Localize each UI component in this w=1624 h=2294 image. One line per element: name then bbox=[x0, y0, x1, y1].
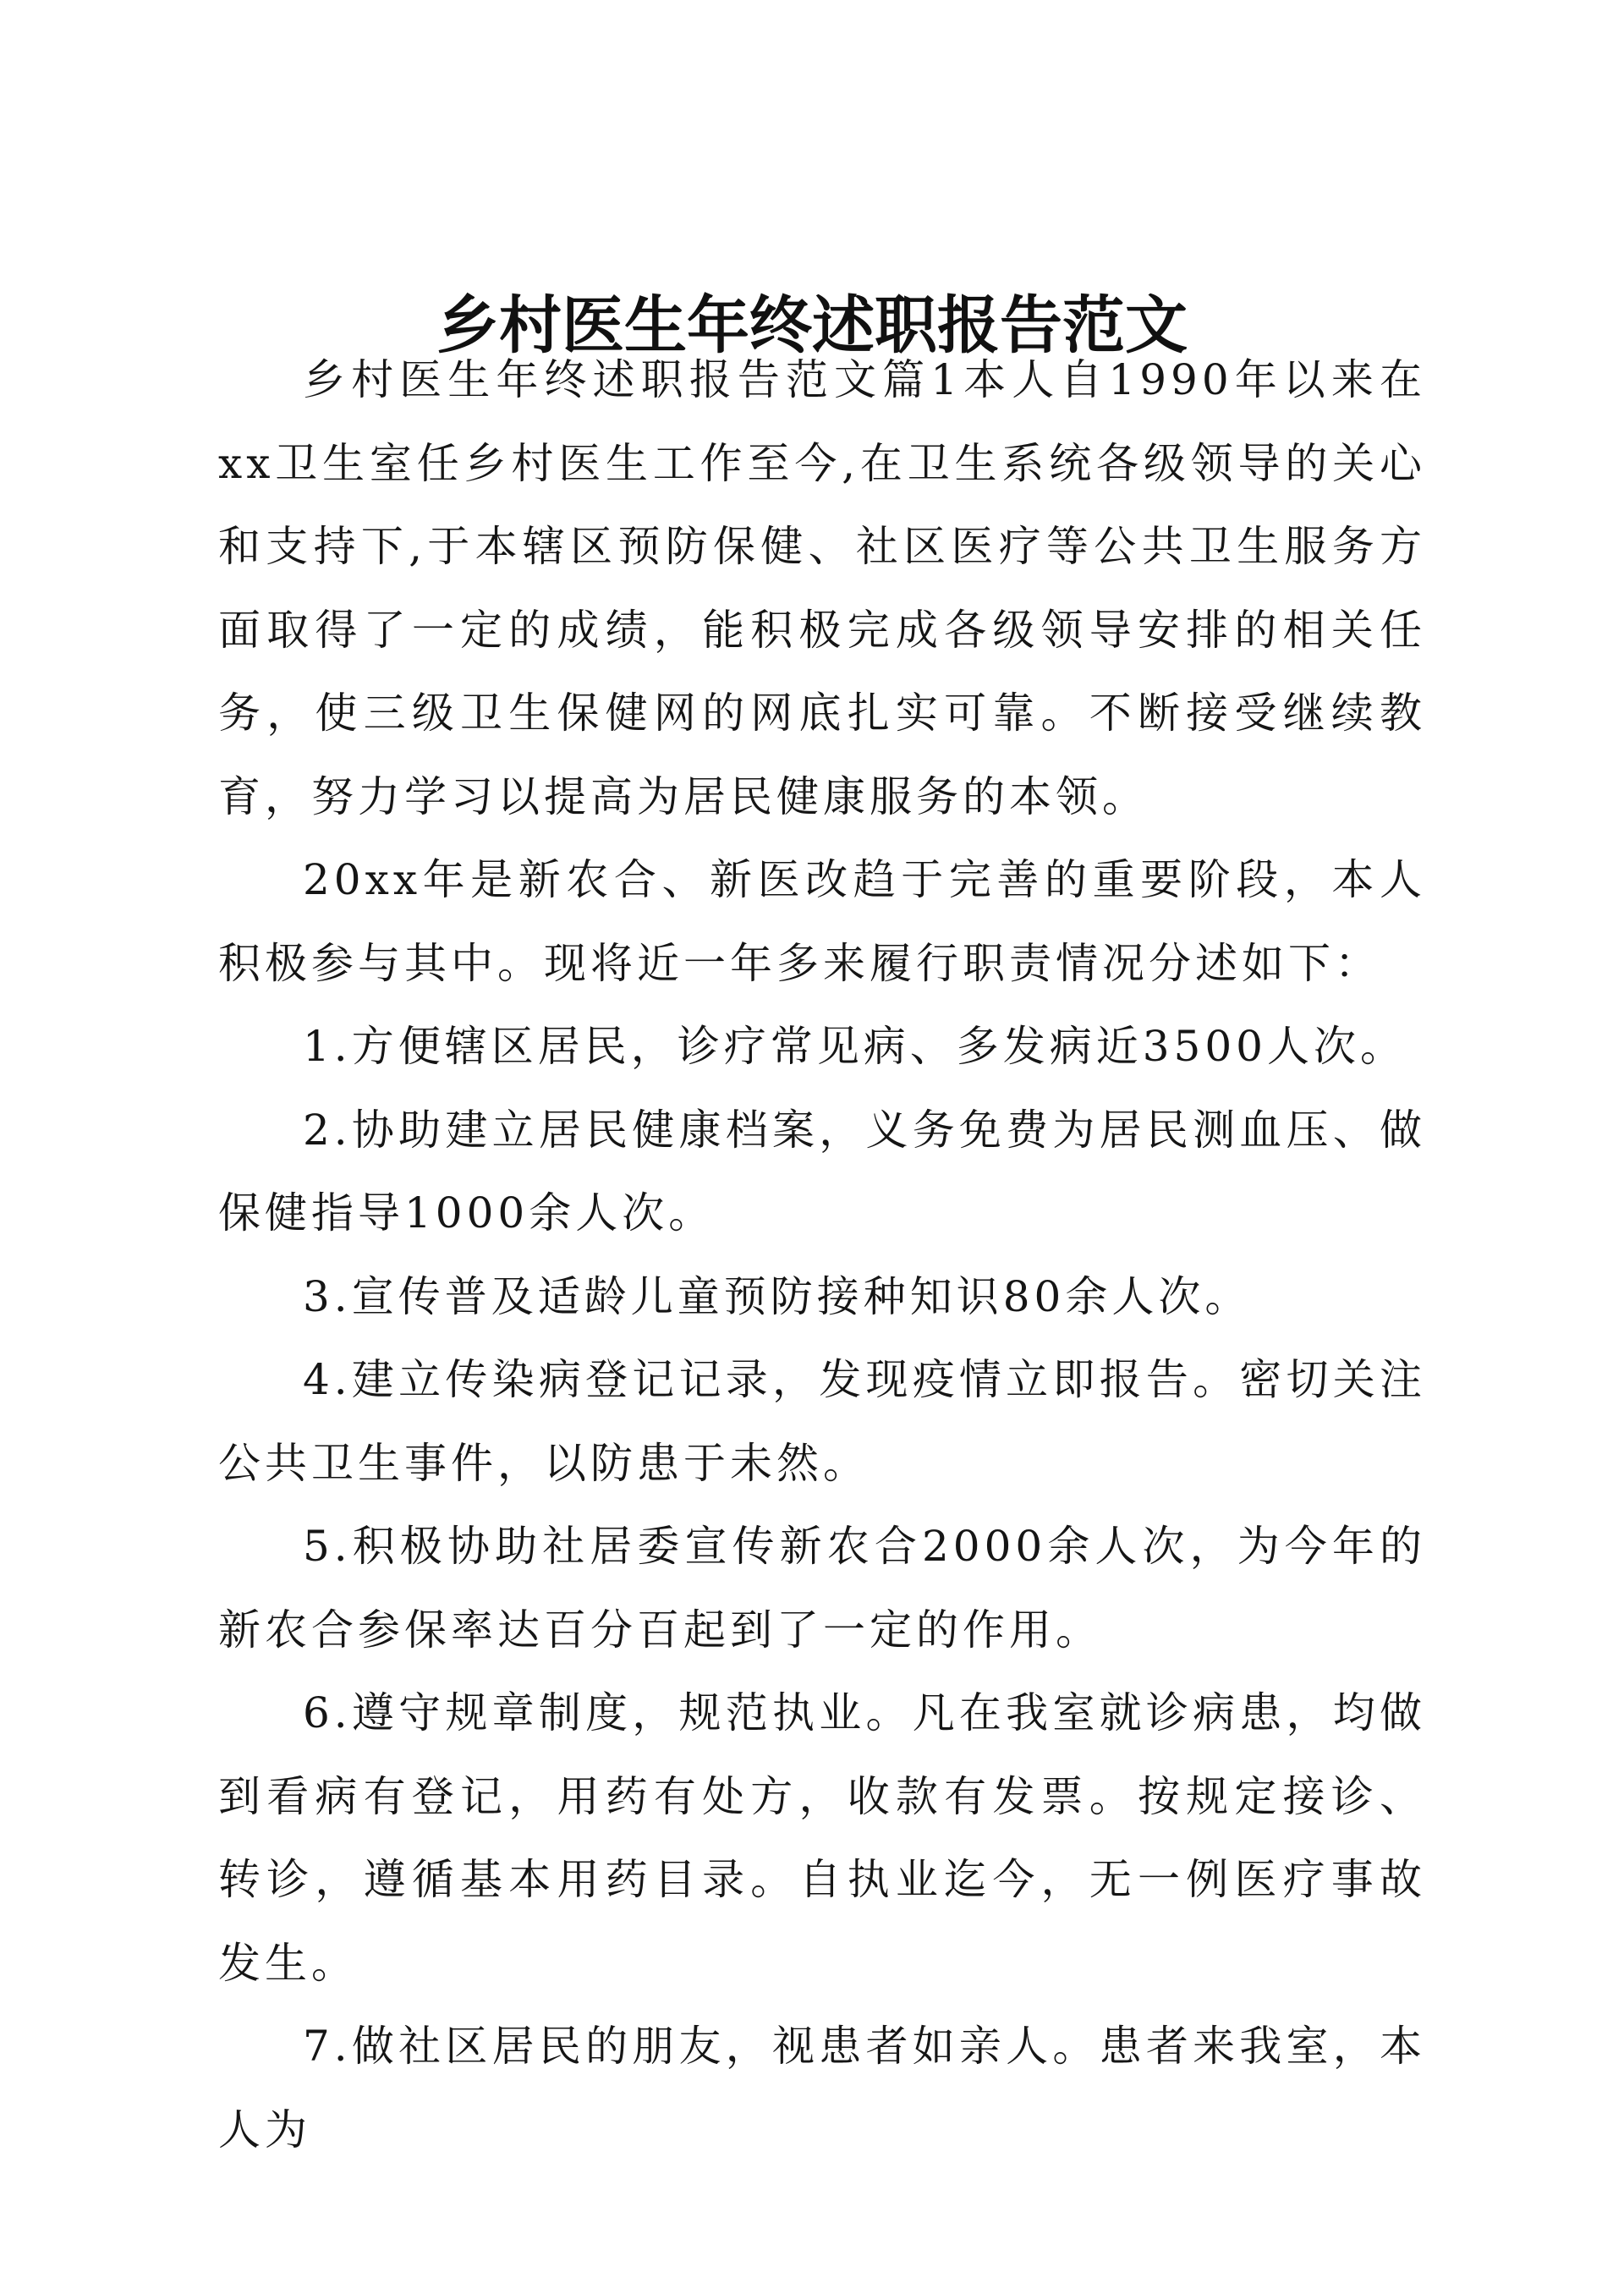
paragraph-item-6: 6.遵守规章制度，规范执业。凡在我室就诊病患，均做到看病有登记，用药有处方，收款有发票。按规定接诊、转诊，遵循基本用药目录。自执业迄今，无一例医疗事故发生。 bbox=[218, 1688, 1426, 1988]
paragraph-item-4: 4.建立传染病登记记录，发现疫情立即报告。密切关注公共卫生事件，以防患于未然。 bbox=[218, 1355, 1426, 1488]
paragraph-item-3: 3.宣传普及适龄儿童预防接种知识80余人次。 bbox=[303, 1271, 1252, 1321]
paragraph-item-7: 7.做社区居民的朋友，视患者如亲人。患者来我室，本人为 bbox=[218, 2022, 1426, 2154]
paragraph-overview: 20xx年是新农合、新医改趋于完善的重要阶段，本人积极参与其中。现将近一年多来履行职责情况分述如下： bbox=[218, 855, 1426, 988]
paragraph-item-5: 5.积极协助社居委宣传新农合2000余人次，为今年的新农合参保率达百分百起到了一定的作用。 bbox=[218, 1522, 1426, 1655]
document-body bbox=[218, 338, 1426, 2171]
paragraph-intro: 乡村医生年终述职报告范文篇1本人自1990年以来在xx卫生室任乡村医生工作至今,在卫生系统各级领导的关心和支持下,于本辖区预防保健、社区医疗等公共卫生服务方面取得了一定的成绩，能积极完成各级领导安排的相关任务，使三级卫生保健网的网底扎实可靠。不断接受继续教育，努力学习以提高为居民健康服务的本领。 bbox=[218, 355, 1426, 821]
document-title: 乡村医生年终述职报告范文 bbox=[436, 289, 1188, 362]
paragraph-item-1: 1.方便辖区居民，诊疗常见病、多发病近3500人次。 bbox=[303, 1022, 1407, 1071]
paragraph-item-2: 2.协助建立居民健康档案，义务免费为居民测血压、做保健指导1000余人次。 bbox=[218, 1105, 1426, 1238]
